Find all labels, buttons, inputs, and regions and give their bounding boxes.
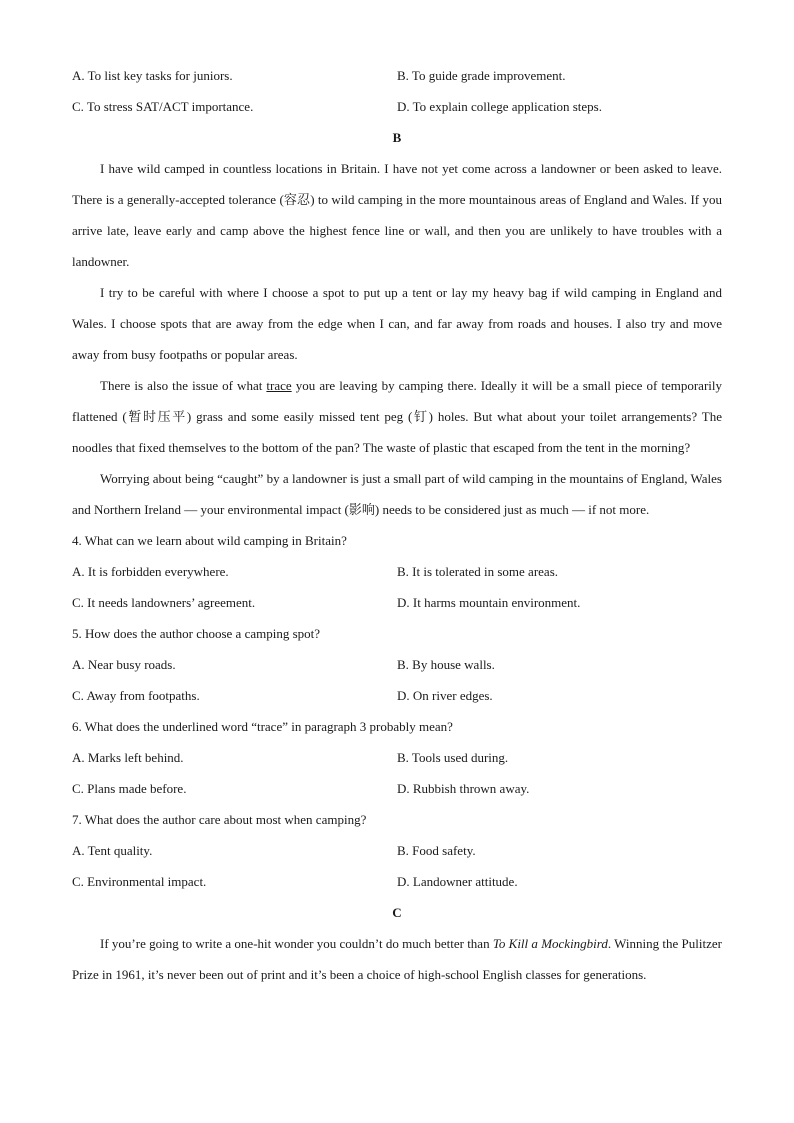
book-title: To Kill a Mockingbird [492,936,608,951]
section-c-heading: C [392,905,402,920]
underlined-word-trace: trace [266,378,292,393]
question-7-stem: 7. What does the author care about most when camping? [72,812,367,827]
section-b-paragraph-2-text: I try to be careful with where I choose a spot to put up a tent or lay my heavy bag if wild camping in England and Wales. I choose spots that are away from the edge when I can, and far away from roads and houses. I also try and move away from busy footpaths or popular areas. [72,285,722,362]
question-7-option-b[interactable]: B. Food safety. [397,843,476,858]
question-7-options-row-2 [72,866,722,897]
question-4-option-c[interactable]: C. It needs landowners’ agreement. [72,595,256,610]
prev-options-row-1 [72,60,722,91]
question-7-option-d[interactable]: D. Landowner attitude. [397,874,518,889]
section-c-paragraph-1-before: If you’re going to write a one-hit wonder you couldn’t do much better than [100,936,493,951]
question-5-options-row-1 [72,649,722,680]
question-4-options-row-1 [72,556,722,587]
question-5-options-row-2 [72,680,722,711]
question-4-option-a[interactable]: A. It is forbidden everywhere. [72,564,229,579]
question-4-option-b[interactable]: B. It is tolerated in some areas. [397,564,559,579]
question-5-option-b[interactable]: B. By house walls. [397,657,495,672]
section-b-paragraph-3 [72,370,722,463]
section-b-paragraph-3-after: you are leaving by camping there. Ideally it will be a small piece of temporarily flattened (暂时压平) grass and some easily missed tent peg (钉) holes. But what about your toilet arrangements? The noodles that fixed themselves to the bottom of the pan? The waste of plastic that escaped from the tent in the morning? [72,378,722,455]
section-c-paragraph-1-after: . Winning the Pulitzer Prize in 1961, it’s never been out of print and it’s been a choice of high-school English classes for generations. [72,936,722,982]
question-5-option-a[interactable]: A. Near busy roads. [72,657,176,672]
prev-options-row-2 [72,91,722,122]
question-6-option-b[interactable]: B. Tools used during. [397,750,509,765]
question-5-option-d[interactable]: D. On river edges. [397,688,493,703]
section-b-paragraph-4-text: Worrying about being “caught” by a landowner is just a small part of wild camping in the mountains of England, Wales and Northern Ireland — your environmental impact (影响) needs to be considered just as much — if not more. [72,471,722,517]
section-b-paragraph-1-text: I have wild camped in countless locations in Britain. I have not yet come across a landowner or been asked to leave. There is a generally-accepted tolerance (容忍) to wild camping in the more mountainous areas of England and Wales. If you arrive late, leave early and camp above the highest fence line or wall, and then you are unlikely to have troubles with a landowner. [72,161,722,269]
question-7-option-a[interactable]: A. Tent quality. [72,843,153,858]
question-6-options-row-2 [72,773,722,804]
question-6-option-c[interactable]: C. Plans made before. [72,781,187,796]
section-c-paragraph-1 [72,928,722,990]
question-6-stem: 6. What does the underlined word “trace” in paragraph 3 probably mean? [72,719,453,734]
question-6-options-row-1 [72,742,722,773]
section-b-paragraph-4 [72,463,722,525]
prev-option-c[interactable]: C. To stress SAT/ACT importance. [72,99,254,114]
question-6-option-d[interactable]: D. Rubbish thrown away. [397,781,530,796]
question-4-stem: 4. What can we learn about wild camping in Britain? [72,533,347,548]
prev-option-d[interactable]: D. To explain college application steps. [397,99,602,114]
section-b-paragraph-1 [72,153,722,277]
prev-option-b[interactable]: B. To guide grade improvement. [397,68,566,83]
section-b-paragraph-3-before: There is also the issue of what [100,378,267,393]
question-7-option-c[interactable]: C. Environmental impact. [72,874,207,889]
document-page [72,60,722,990]
question-4-options-row-2 [72,587,722,618]
question-6-option-a[interactable]: A. Marks left behind. [72,750,184,765]
question-5-option-c[interactable]: C. Away from footpaths. [72,688,200,703]
prev-option-a[interactable]: A. To list key tasks for juniors. [72,68,233,83]
section-b-paragraph-2 [72,277,722,370]
question-5-stem: 5. How does the author choose a camping spot? [72,626,321,641]
section-b-heading: B [392,130,402,145]
question-4-option-d[interactable]: D. It harms mountain environment. [397,595,581,610]
question-7-options-row-1 [72,835,722,866]
